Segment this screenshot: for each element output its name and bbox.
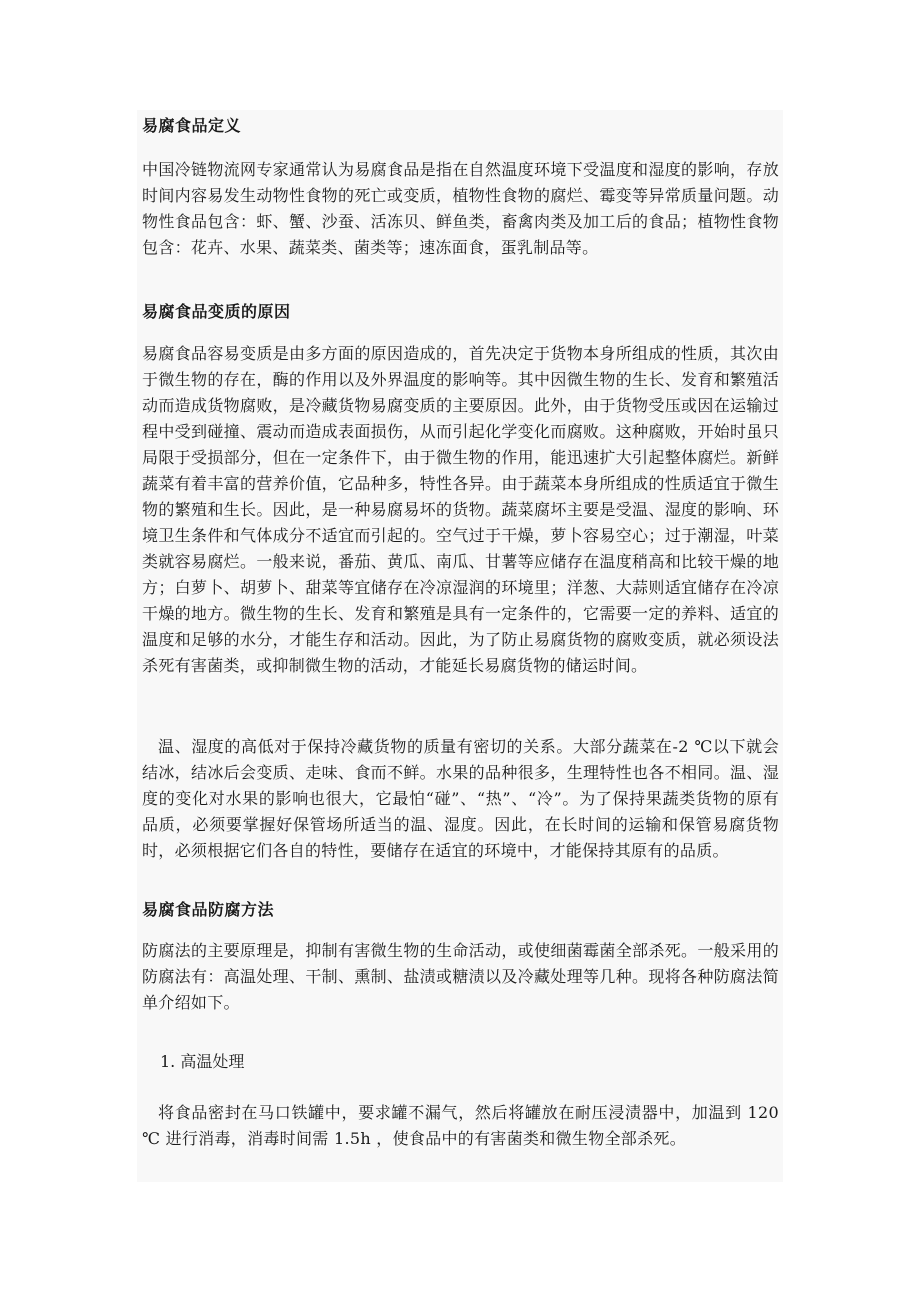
preservation-paragraph: 防腐法的主要原理是，抑制有害微生物的生命活动，或使细菌霉菌全部杀死。一般采用的防腐法有：高温处理、干制、熏制、盐渍或糖渍以及冷藏处理等几种。现将各种防腐法简单介绍如下。 (142, 941, 779, 1012)
section-heading-definition: 易腐食品定义 (142, 116, 242, 135)
section-heading-preservation: 易腐食品防腐方法 (142, 900, 275, 919)
causes-paragraph: 易腐食品容易变质是由多方面的原因造成的，首先决定于货物本身所组成的性质，其次由于微生物的存在，酶的作用以及外界温度的影响等。其中因微生物的生长、发育和繁殖活动而造成货物腐败，是冷藏货物易腐变质的主要原因。此外，由于货物受压或因在运输过程中受到碰撞、震动而造成表面损伤，从而引起化学变化而腐败。这种腐败，开始时虽只局限于受损部分，但在一定条件下，由于微生物的作用，能迅速扩大引起整体腐烂。新鲜蔬菜有着丰富的营养价值，它品种多，特性各异。由于蔬菜本身所组成的性质适宜于微生物的繁殖和生长。因此，是一种易腐易坏的货物。蔬菜腐坏主要是受温、湿度的影响、环境卫生条件和气体成分不适宜而引起的。空气过于干燥，萝卜容易空心；过于潮湿，叶菜类就容易腐烂。一般来说，番茄、黄瓜、南瓜、甘薯等应储存在温度稍高和比较干燥的地方；白萝卜、胡萝卜、甜菜等宜储存在冷凉湿润的环境里；洋葱、大蒜则适宜储存在冷凉干燥的地方。微生物的生长、发育和繁殖是具有一定条件的，它需要一定的养料、适宜的温度和足够的水分，才能生存和活动。因此，为了防止易腐货物的腐败变质，就必须设法杀死有害菌类，或抑制微生物的活动，才能延长易腐货物的储运时间。 (142, 344, 779, 675)
list-item-high-temperature: 1. 高温处理 (160, 1052, 245, 1071)
document-page (137, 110, 783, 1182)
high-temperature-paragraph: 将食品密封在马口铁罐中，要求罐不漏气，然后将罐放在耐压浸渍器中，加温到 120 ℃ 进行消毒，消毒时间需 1.5h ，使食品中的有害菌类和微生物全部杀死。 (142, 1103, 779, 1148)
temperature-humidity-paragraph: 温、湿度的高低对于保持冷藏货物的质量有密切的关系。大部分蔬菜在-2 ℃以下就会结冰，结冰后会变质、走味、食而不鲜。水果的品种很多，生理特性也各不相同。温、湿度的变化对水果的影响也很大，它最怕“碰”、“热”、“冷”。为了保持果蔬类货物的原有品质，必须要掌握好保管场所适当的温、湿度。因此，在长时间的运输和保管易腐货物时，必须根据它们各自的特性，要储存在适宜的环境中，才能保持其原有的品质。 (142, 737, 779, 860)
section-heading-causes: 易腐食品变质的原因 (142, 302, 291, 321)
definition-paragraph: 中国冷链物流网专家通常认为易腐食品是指在自然温度环境下受温度和湿度的影响，存放时间内容易发生动物性食物的死亡或变质，植物性食物的腐烂、霉变等异常质量问题。动物性食品包含：虾、蟹、沙蚕、活冻贝、鲜鱼类，畜禽肉类及加工后的食品；植物性食物包含：花卉、水果、蔬菜类、菌类等；速冻面食，蛋乳制品等。 (142, 160, 779, 257)
